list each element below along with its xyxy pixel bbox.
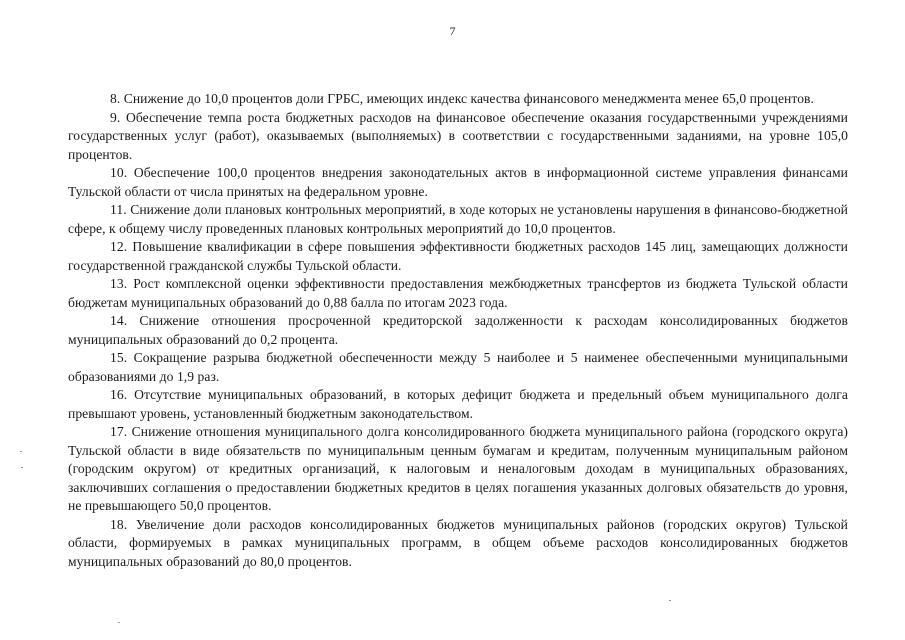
paragraph-18: 18. Увеличение доли расходов консолидированных бюджетов муниципальных районов (городских округов) Тульской области, формируемых в рамках муниципальных программ, в общем объеме расходов консолидированных бюджетов муниципальных образований до 80,0 процентов.: [68, 516, 848, 569]
page-number: 7: [449, 24, 456, 38]
paragraph-12: 12. Повышение квалификации в сфере повышения эффективности бюджетных расходов 145 лиц, замещающих должности государственной гражданской службы Тульской области.: [68, 239, 848, 273]
scan-speck: [21, 467, 23, 468]
paragraph-13: 13. Рост комплексной оценки эффективности предоставления межбюджетных трансфертов из бюджета Тульской области бюджетам муниципальных образований до 0,88 балла по итогам 2023 года.: [68, 276, 848, 310]
paragraph-9: 9. Обеспечение темпа роста бюджетных расходов на финансовое обеспечение оказания государственными учреждениями государственных услуг (работ), оказываемых (выполняемых) в соответствии с государственными заданиями, на уровне 105,0 процентов.: [68, 109, 848, 162]
paragraph-8: 8. Снижение до 10,0 процентов доли ГРБС, имеющих индекс качества финансового менеджмента менее 65,0 процентов.: [110, 91, 814, 106]
paragraph-10: 10. Обеспечение 100,0 процентов внедрения законодательных актов в информационной системе управления финансами Тульской области от числа принятых на федеральном уровне.: [68, 165, 848, 199]
paragraph-15: 15. Сокращение разрыва бюджетной обеспеченности между 5 наиболее и 5 наименее обеспеченными муниципальными образованиями до 1,9 раз.: [68, 350, 848, 384]
scan-speck: [20, 451, 22, 452]
paragraph-17: 17. Снижение отношения муниципального долга консолидированного бюджета муниципального района (городского округа) Тульской области в виде обязательств по муниципальным ценным бумагам и кредитам, полученным муниципальным районом (городским округом) от кредитных организаций, к налоговым и неналоговым доходам в муниципальных образованиях, заключивших соглашения о предоставлении бюджетных кредитов в целях погашения указанных долговых обязательств до уровня, не превышающего 50,0 процентов.: [68, 424, 848, 513]
document-body: [68, 90, 848, 571]
scan-speck: [669, 600, 671, 601]
paragraph-14: 14. Снижение отношения просроченной кредиторской задолженности к расходам консолидированных бюджетов муниципальных образований до 0,2 процента.: [68, 313, 848, 347]
paragraph-16: 16. Отсутствие муниципальных образований, в которых дефицит бюджета и предельный объем муниципального долга превышают уровень, установленный бюджетным законодательством.: [68, 387, 848, 421]
paragraph-11: 11. Снижение доли плановых контрольных мероприятий, в ходе которых не установлены нарушения в финансово-бюджетной сфере, к общему числу проведенных плановых контрольных мероприятий до 10,0 процентов.: [68, 202, 848, 236]
scan-speck: [118, 622, 120, 623]
